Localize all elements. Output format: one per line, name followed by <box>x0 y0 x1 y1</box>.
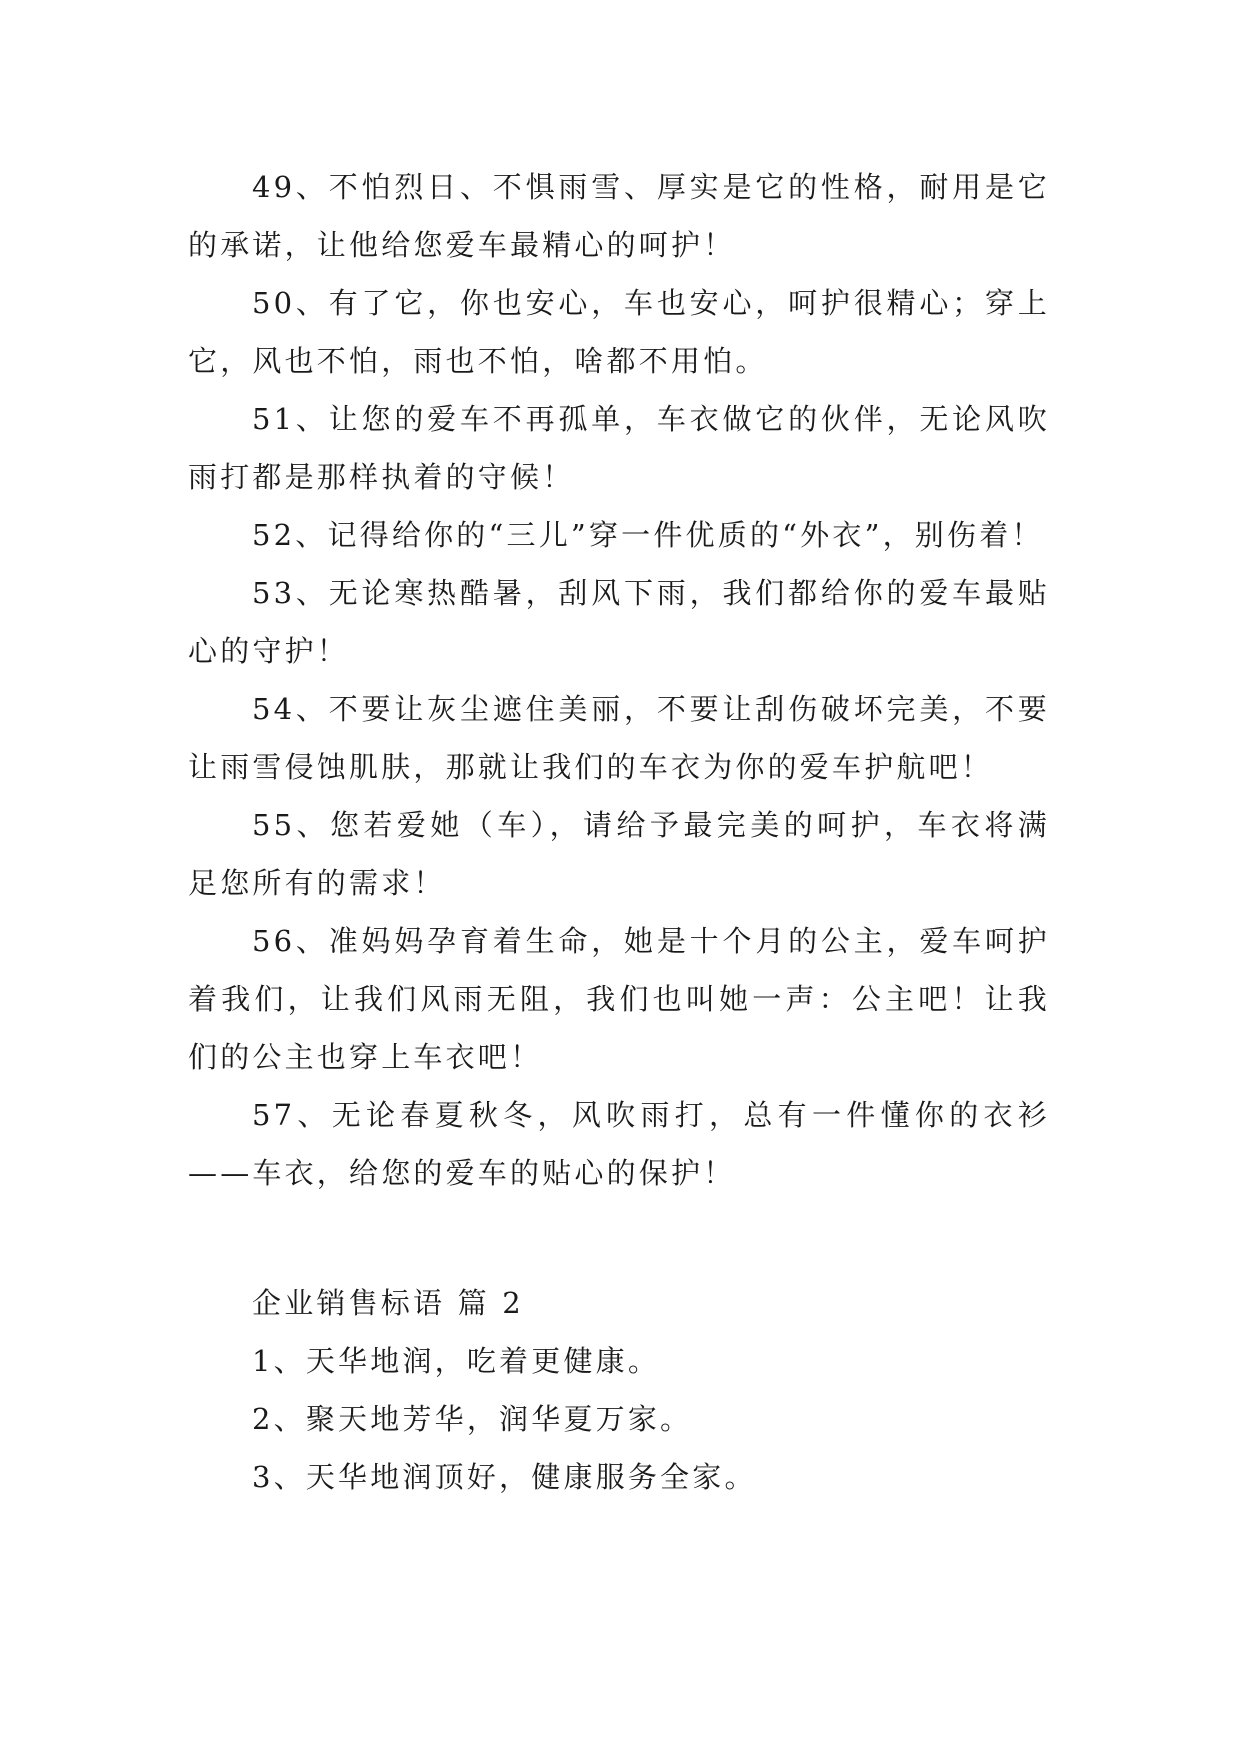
paragraph-53: 53、无论寒热酷暑，刮风下雨，我们都给你的爱车最贴心的守护！ <box>188 576 1050 668</box>
paragraph-54: 54、不要让灰尘遮住美丽，不要让刮伤破坏完美，不要让雨雪侵蚀肌肤，那就让我们的车衣为你的爱车护航吧！ <box>188 692 1050 784</box>
paragraph-52: 52、记得给你的“三儿”穿一件优质的“外衣”，别伤着！ <box>252 518 1044 552</box>
document-body <box>188 158 1050 1506</box>
paragraph-55: 55、您若爱她（车），请给予最完美的呵护，车衣将满足您所有的需求！ <box>188 808 1050 900</box>
list-item: 2、聚天地芳华，润华夏万家。 <box>252 1402 693 1436</box>
section-spacer <box>188 1202 1050 1274</box>
list-item: 3、天华地润顶好，健康服务全家。 <box>252 1460 757 1494</box>
paragraph-56: 56、准妈妈孕育着生命，她是十个月的公主，爱车呵护着我们，让我们风雨无阻，我们也叫她一声：公主吧！让我们的公主也穿上车衣吧！ <box>188 924 1050 1074</box>
paragraph-49: 49、不怕烈日、不惧雨雪、厚实是它的性格，耐用是它的承诺，让他给您爱车最精心的呵护！ <box>188 170 1050 262</box>
section-heading: 企业销售标语 篇 2 <box>252 1286 524 1320</box>
paragraph-50: 50、有了它，你也安心，车也安心，呵护很精心；穿上它，风也不怕，雨也不怕，啥都不用怕。 <box>188 286 1050 378</box>
list-item: 1、天华地润，吃着更健康。 <box>252 1344 661 1378</box>
paragraph-57: 57、无论春夏秋冬，风吹雨打，总有一件懂你的衣衫——车衣，给您的爱车的贴心的保护！ <box>188 1098 1050 1190</box>
paragraph-51: 51、让您的爱车不再孤单，车衣做它的伙伴，无论风吹雨打都是那样执着的守候！ <box>188 402 1050 494</box>
